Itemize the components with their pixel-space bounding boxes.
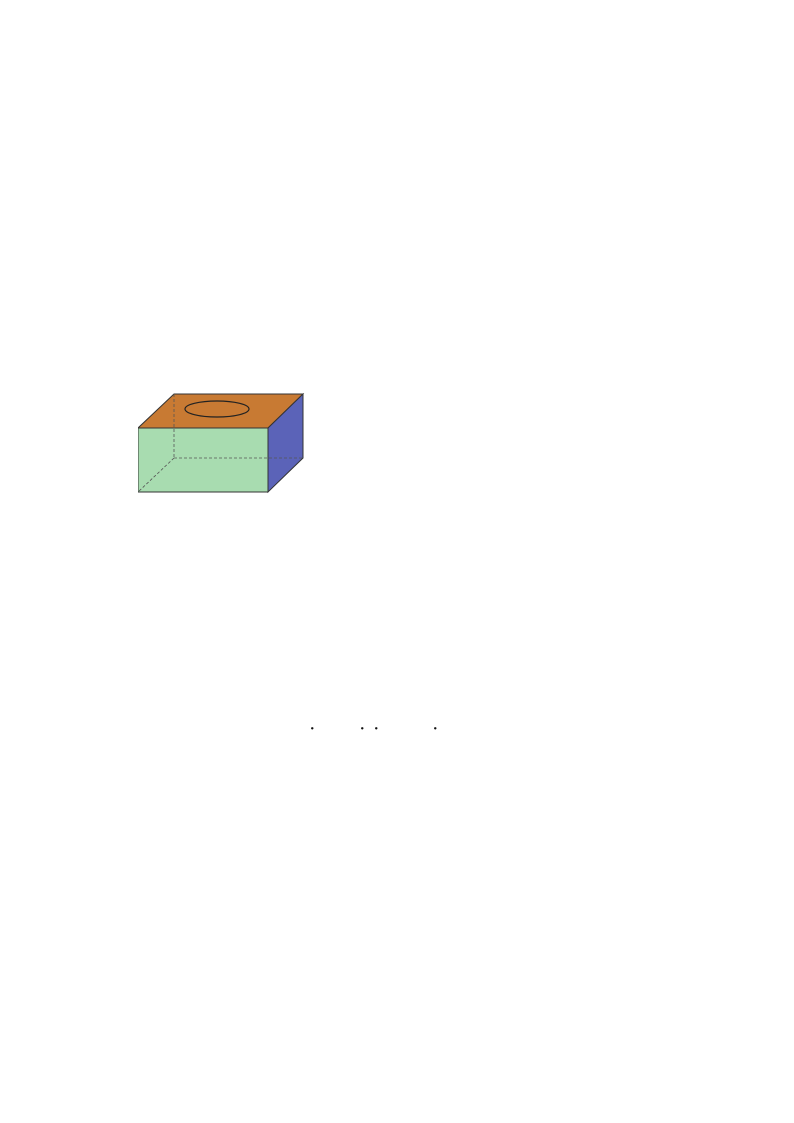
repeat-dot: · bbox=[374, 722, 379, 737]
lottery-box-figure bbox=[138, 392, 306, 494]
box-front-face bbox=[138, 428, 268, 492]
repeat-dot: · bbox=[360, 722, 365, 737]
repeat-dot: · bbox=[433, 722, 438, 737]
repeat-dot: · bbox=[310, 722, 315, 737]
lottery-box-drawing bbox=[138, 392, 306, 494]
